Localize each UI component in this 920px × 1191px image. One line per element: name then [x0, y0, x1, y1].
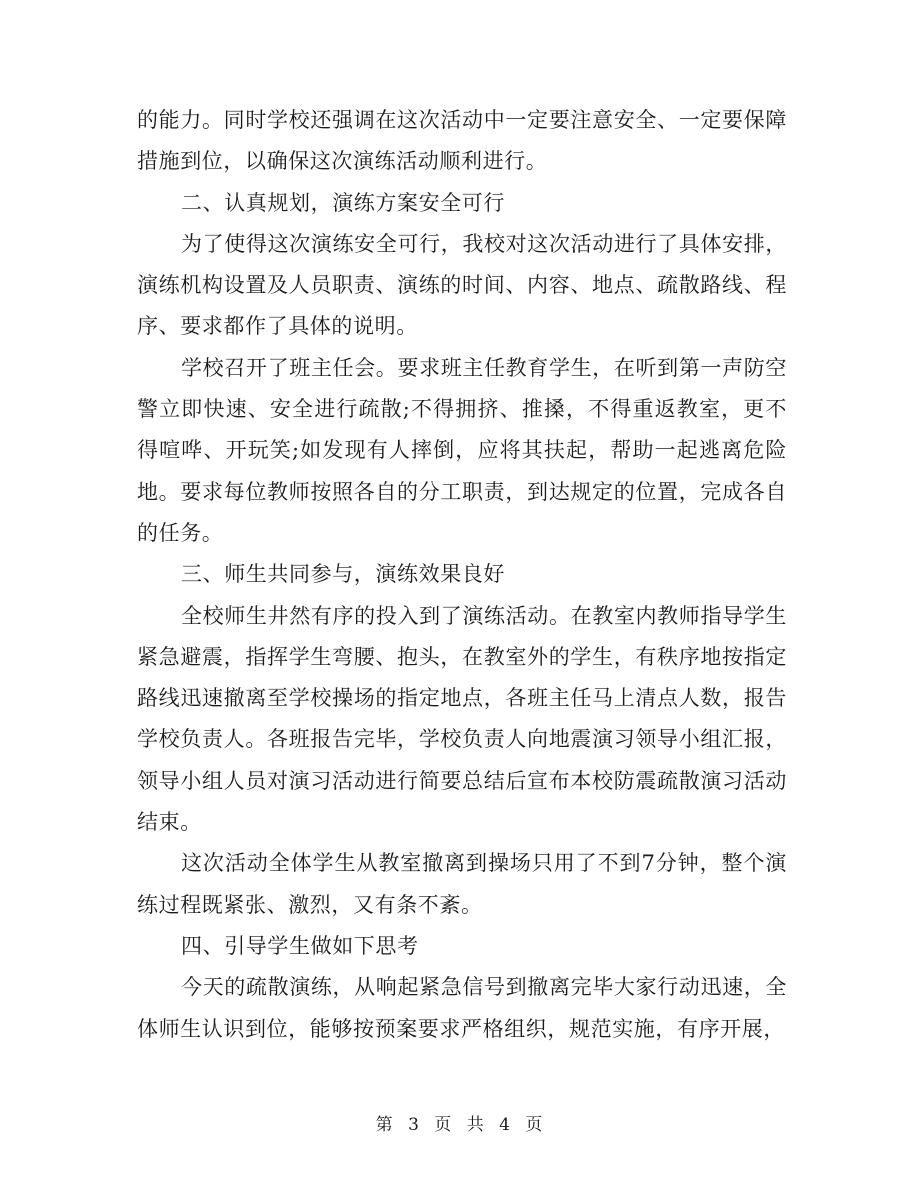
paragraph: 今天的疏散演练，从响起紧急信号到撤离完毕大家行动迅速，全体师生认识到位，能够按预案要求严格组织，规范实施，有序开展， [137, 975, 787, 1041]
footer-current-page: 3 [408, 1115, 421, 1135]
page-footer [0, 1110, 920, 1135]
section-heading-2: 二、认真规划，演练方案安全可行 [181, 190, 505, 215]
footer-total-prefix: 共 [466, 1115, 486, 1135]
paragraph: 全校师生井然有序的投入到了演练活动。在教室内教师指导学生紧急避震，指挥学生弯腰、抱头，在教室外的学生，有秩序地按指定路线迅速撤离至学校操场的指定地点，各班主任马上清点人数，报告学校负责人。各班报告完毕，学校负责人向地震演习领导小组汇报，领导小组人员对演习活动进行简要总结后宣布本校防震疏散演习活动结束。 [137, 603, 787, 835]
footer-suffix: 页 [525, 1115, 545, 1135]
paragraph-continuation: 的能力。同时学校还强调在这次活动中一定要注意安全、一定要保障措施到位，以确保这次演练活动顺利进行。 [137, 108, 787, 174]
footer-prefix: 第 [375, 1115, 395, 1135]
paragraph: 为了使得这次演练安全可行，我校对这次活动进行了具体安排，演练机构设置及人员职责、演练的时间、内容、地点、疏散路线、程序、要求都作了具体的说明。 [137, 231, 787, 339]
paragraph: 这次活动全体学生从教室撤离到操场只用了不到7分钟，整个演练过程既紧张、激烈，又有条不紊。 [137, 851, 787, 917]
paragraph: 学校召开了班主任会。要求班主任教育学生，在听到第一声防空警立即快速、安全进行疏散;不得拥挤、推搡，不得重返教室，更不得喧哗、开玩笑;如发现有人摔倒，应将其扶起，帮助一起逃离危险地。要求每位教师按照各自的分工职责，到达规定的位置，完成各自的任务。 [137, 355, 787, 545]
footer-page-word: 页 [434, 1115, 454, 1135]
section-heading-3: 三、师生共同参与，演练效果良好 [181, 562, 505, 587]
section-heading-4: 四、引导学生做如下思考 [181, 933, 419, 958]
document-body [137, 100, 787, 1050]
footer-total-pages: 4 [499, 1115, 512, 1135]
